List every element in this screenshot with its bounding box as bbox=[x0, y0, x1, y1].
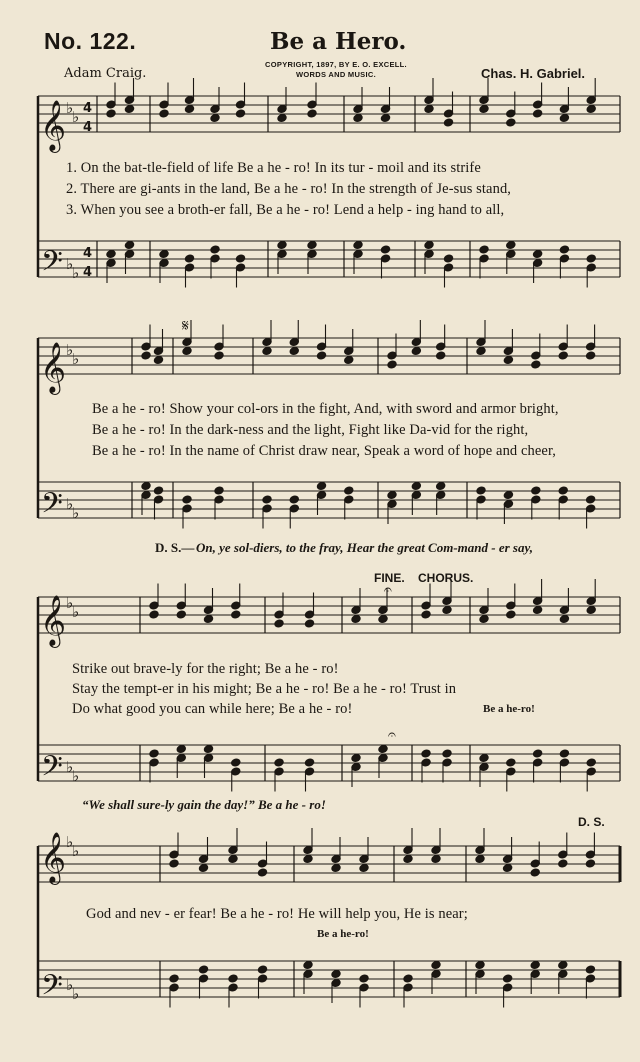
note-head bbox=[141, 482, 151, 491]
ds-mark: D. S. bbox=[578, 815, 605, 829]
note-head bbox=[586, 495, 596, 504]
note-head bbox=[411, 347, 421, 356]
flat-icon: ♭ bbox=[66, 99, 74, 117]
verse-2-line-3: Stay the tempt-er in his might; Be a he - ro! Be a he - ro! Trust in bbox=[72, 681, 457, 697]
verse-1-line-2: Be a he - ro! Show your col-ors in the fight, And, with sword and armor bright, bbox=[92, 401, 559, 417]
note-head bbox=[424, 105, 434, 114]
note-head bbox=[503, 356, 513, 365]
note-head bbox=[169, 859, 179, 868]
copyright-line-2: WORDS AND MUSIC. bbox=[296, 70, 376, 79]
note-head bbox=[316, 351, 326, 360]
note-head bbox=[153, 486, 163, 495]
note-head bbox=[304, 619, 314, 628]
note-head bbox=[274, 758, 284, 767]
note-head bbox=[203, 615, 213, 624]
note-head bbox=[344, 356, 354, 365]
note-head bbox=[475, 961, 485, 970]
flat-icon: ♭ bbox=[72, 504, 80, 522]
note-head bbox=[380, 114, 390, 123]
hymn-number: No. 122. bbox=[44, 28, 137, 54]
note-head bbox=[443, 118, 453, 127]
note-head bbox=[316, 482, 326, 491]
note-head bbox=[559, 749, 569, 758]
note-head bbox=[479, 105, 489, 114]
note-head bbox=[559, 114, 569, 123]
flat-icon: ♭ bbox=[66, 976, 74, 994]
note-head bbox=[506, 758, 516, 767]
note-head bbox=[559, 615, 569, 624]
note-head bbox=[559, 245, 569, 254]
words-author: Adam Craig. bbox=[64, 66, 147, 81]
note-head bbox=[307, 241, 317, 250]
note-head bbox=[443, 254, 453, 263]
note-head bbox=[303, 855, 313, 864]
note-head bbox=[558, 486, 568, 495]
verse-2-line-1: 2. There are gi-ants in the land, Be a he - ro! In the strength of Je-sus stand, bbox=[66, 181, 512, 197]
treble-clef-icon: 𝄞 bbox=[40, 832, 67, 883]
flat-icon: ♭ bbox=[72, 108, 80, 126]
note-head bbox=[558, 351, 568, 360]
ds-refrain-text-2: “We shall sure-ly gain the day!” Be a he - ro! bbox=[82, 797, 326, 812]
note-head bbox=[214, 486, 224, 495]
note-head bbox=[533, 749, 543, 758]
bass-echo-1: Be a he-ro! bbox=[483, 703, 535, 715]
note-head bbox=[303, 961, 313, 970]
note-head bbox=[141, 351, 151, 360]
chorus-line: God and nev - er fear! Be a he - ro! He will help you, He is near; bbox=[86, 906, 468, 922]
verse-3-line-3: Do what good you can while here; Be a he - ro! bbox=[72, 701, 353, 717]
note-head bbox=[586, 351, 596, 360]
note-head bbox=[387, 360, 397, 369]
note-head bbox=[149, 610, 159, 619]
note-head bbox=[344, 486, 354, 495]
note-head bbox=[359, 864, 369, 873]
note-head bbox=[231, 758, 241, 767]
note-head bbox=[289, 347, 299, 356]
fermata-icon: 𝄐 bbox=[384, 582, 392, 598]
note-head bbox=[331, 970, 341, 979]
note-head bbox=[198, 864, 208, 873]
flat-icon: ♭ bbox=[72, 985, 80, 1003]
bass-clef-icon: 𝄢 bbox=[41, 969, 63, 1009]
note-head bbox=[533, 606, 543, 615]
note-head bbox=[530, 961, 540, 970]
ds-label: D. S.— bbox=[155, 540, 195, 555]
note-head bbox=[442, 606, 452, 615]
note-head bbox=[378, 615, 388, 624]
note-head bbox=[431, 961, 441, 970]
note-head bbox=[182, 347, 192, 356]
note-head bbox=[176, 610, 186, 619]
note-head bbox=[149, 749, 159, 758]
note-head bbox=[304, 758, 314, 767]
note-head bbox=[184, 105, 194, 114]
bass-echo-2: Be a he-ro! bbox=[317, 928, 369, 940]
note-head bbox=[210, 114, 220, 123]
note-head bbox=[176, 745, 186, 754]
note-head bbox=[586, 105, 596, 114]
note-head bbox=[153, 356, 163, 365]
note-head bbox=[228, 974, 238, 983]
note-head bbox=[331, 864, 341, 873]
treble-clef-icon: 𝄞 bbox=[40, 595, 67, 646]
note-head bbox=[506, 241, 516, 250]
note-head bbox=[531, 486, 541, 495]
note-head bbox=[442, 749, 452, 758]
note-head bbox=[378, 745, 388, 754]
note-head bbox=[124, 241, 134, 250]
note-head bbox=[184, 254, 194, 263]
music-composer: Chas. H. Gabriel. bbox=[481, 66, 586, 81]
note-head bbox=[558, 961, 568, 970]
note-head bbox=[353, 241, 363, 250]
note-head bbox=[530, 868, 540, 877]
time-sig-icon: 4 bbox=[83, 246, 93, 261]
note-head bbox=[289, 495, 299, 504]
note-head bbox=[359, 974, 369, 983]
flat-icon: ♭ bbox=[72, 603, 80, 621]
note-head bbox=[262, 495, 272, 504]
note-head bbox=[235, 109, 245, 118]
note-head bbox=[506, 118, 516, 127]
treble-clef-icon: 𝄞 bbox=[40, 100, 67, 151]
copyright-line-1: COPYRIGHT, 1897, BY E. O. EXCELL. bbox=[265, 60, 407, 69]
note-head bbox=[436, 351, 446, 360]
note-head bbox=[421, 610, 431, 619]
flat-icon: ♭ bbox=[72, 264, 80, 282]
note-head bbox=[506, 610, 516, 619]
bass-clef-icon: 𝄢 bbox=[41, 487, 63, 527]
note-head bbox=[475, 855, 485, 864]
note-head bbox=[503, 491, 513, 500]
segno-icon: 𝄋 bbox=[182, 316, 189, 335]
flat-icon: ♭ bbox=[66, 833, 74, 851]
verse-1-line-3: Strike out brave-ly for the right; Be a he - ro! bbox=[72, 661, 339, 677]
chorus-mark: CHORUS. bbox=[418, 571, 474, 585]
time-sig-icon: 4 bbox=[83, 120, 93, 135]
note-head bbox=[277, 241, 287, 250]
note-head bbox=[531, 360, 541, 369]
note-head bbox=[586, 254, 596, 263]
note-head bbox=[124, 105, 134, 114]
note-head bbox=[210, 245, 220, 254]
flat-icon: ♭ bbox=[72, 842, 80, 860]
note-head bbox=[476, 486, 486, 495]
flat-icon: ♭ bbox=[66, 255, 74, 273]
note-head bbox=[411, 482, 421, 491]
note-head bbox=[558, 859, 568, 868]
verse-2-line-2: Be a he - ro! In the dark-ness and the light, Fight like Da-vid for the right, bbox=[92, 422, 529, 438]
note-head bbox=[106, 250, 116, 259]
note-head bbox=[503, 974, 513, 983]
note-head bbox=[585, 859, 595, 868]
note-head bbox=[479, 615, 489, 624]
flat-icon: ♭ bbox=[72, 767, 80, 785]
note-head bbox=[169, 974, 179, 983]
note-head bbox=[159, 250, 169, 259]
verse-1-line-1: 1. On the bat-tle-field of life Be a he - ro! In its tur - moil and its strife bbox=[66, 160, 481, 176]
fine-mark: FINE. bbox=[374, 571, 405, 585]
note-head bbox=[228, 855, 238, 864]
note-head bbox=[479, 754, 489, 763]
note-head bbox=[351, 754, 361, 763]
flat-icon: ♭ bbox=[66, 495, 74, 513]
note-head bbox=[533, 250, 543, 259]
treble-clef-icon: 𝄞 bbox=[40, 342, 67, 393]
note-head bbox=[436, 482, 446, 491]
note-head bbox=[380, 245, 390, 254]
note-head bbox=[277, 114, 287, 123]
flat-icon: ♭ bbox=[66, 758, 74, 776]
hymn-title: Be a Hero. bbox=[270, 28, 407, 55]
verse-3-line-2: Be a he - ro! In the name of Christ draw near, Speak a word of hope and cheer, bbox=[92, 443, 557, 459]
note-head bbox=[257, 868, 267, 877]
note-head bbox=[262, 347, 272, 356]
verse-3-line-1: 3. When you see a broth-er fall, Be a he - ro! Lend a help - ing hand to all, bbox=[66, 202, 505, 218]
note-head bbox=[503, 864, 513, 873]
note-head bbox=[198, 965, 208, 974]
note-head bbox=[235, 254, 245, 263]
note-head bbox=[257, 965, 267, 974]
ds-refrain-text: On, ye sol-diers, to the fray, Hear the great Com-mand - er say, bbox=[196, 540, 534, 555]
flat-icon: ♭ bbox=[72, 350, 80, 368]
bass-clef-icon: 𝄢 bbox=[41, 750, 63, 790]
note-head bbox=[182, 495, 192, 504]
note-head bbox=[159, 109, 169, 118]
flat-icon: ♭ bbox=[66, 341, 74, 359]
note-head bbox=[274, 619, 284, 628]
note-head bbox=[431, 855, 441, 864]
note-head bbox=[424, 241, 434, 250]
bass-clef-icon: 𝄢 bbox=[41, 245, 63, 285]
note-head bbox=[421, 749, 431, 758]
note-head bbox=[106, 109, 116, 118]
note-head bbox=[403, 855, 413, 864]
flat-icon: ♭ bbox=[66, 594, 74, 612]
note-head bbox=[586, 758, 596, 767]
note-head bbox=[585, 965, 595, 974]
note-head bbox=[533, 109, 543, 118]
note-head bbox=[479, 245, 489, 254]
note-head bbox=[231, 610, 241, 619]
note-head bbox=[387, 491, 397, 500]
note-head bbox=[351, 615, 361, 624]
note-head bbox=[353, 114, 363, 123]
time-sig-icon: 4 bbox=[83, 101, 93, 116]
note-head bbox=[214, 351, 224, 360]
time-sig-icon: 4 bbox=[83, 265, 93, 280]
note-head bbox=[586, 606, 596, 615]
note-head bbox=[403, 974, 413, 983]
note-head bbox=[203, 745, 213, 754]
note-head bbox=[307, 109, 317, 118]
fermata-icon: 𝄐 bbox=[388, 727, 396, 743]
note-head bbox=[476, 347, 486, 356]
